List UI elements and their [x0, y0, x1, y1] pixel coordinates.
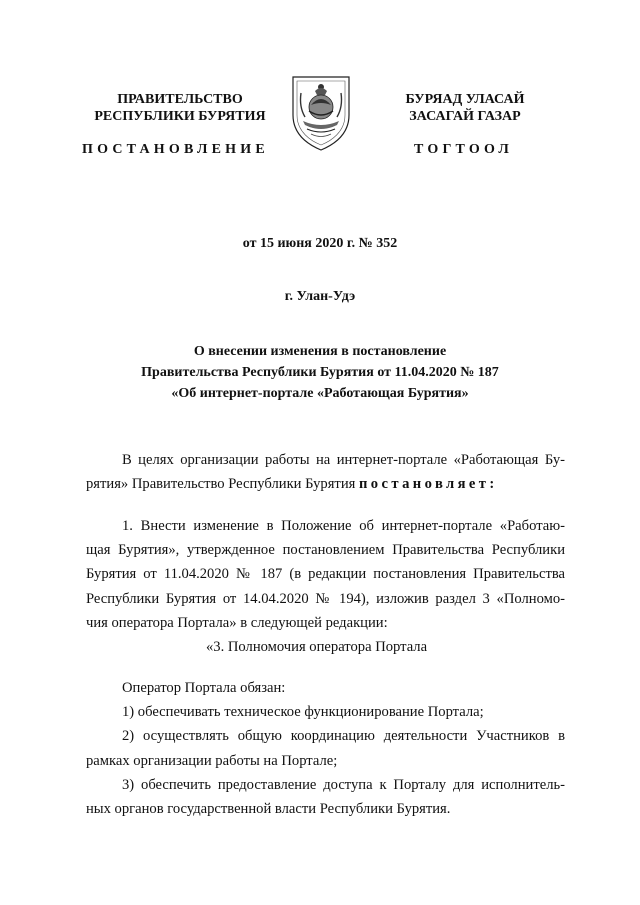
paragraph-operator-duties	[86, 676, 565, 821]
resolution-keyword: постановляет:	[358, 476, 498, 493]
section-heading: «3. Полномочия оператора Портала	[206, 638, 428, 655]
duty-item-3-line-2: ных органов государственной власти Республики Бурятия.	[86, 800, 451, 817]
header-right-line1: БУРЯАД УЛАСАЙ	[405, 92, 525, 107]
clause-1-line-1: 1. Внести изменение в Положение об интернет-портале «Работаю-	[122, 518, 565, 534]
coat-of-arms-emblem	[289, 71, 353, 153]
duty-item-1: 1) обеспечивать техническое функционирование Портала;	[122, 704, 484, 721]
header-left-org	[70, 91, 290, 125]
preamble-line-2	[86, 472, 565, 496]
duty-item-3-line-1: 3) обеспечить предоставление доступа к Порталу для исполнитель-	[122, 776, 565, 793]
title-line-1: О внесении изменения в постановление	[193, 344, 447, 359]
header-left-line1: ПРАВИТЕЛЬСТВО	[117, 92, 243, 107]
header-right-org	[360, 91, 570, 125]
header-left-line2: РЕСПУБЛИКИ БУРЯТИЯ	[94, 109, 266, 124]
header-left-doc-type: ПОСТАНОВЛЕНИЕ	[82, 142, 269, 157]
preamble-line-2-text: рятия» Правительство Республики Бурятия	[86, 476, 359, 493]
preamble-line-1: В целях организации работы на интернет-портале «Работающая Бу-	[122, 452, 565, 468]
document-date-number: от 15 июня 2020 г. № 352	[242, 236, 398, 251]
document-title	[0, 341, 640, 404]
paragraph-clause-1	[86, 514, 565, 659]
title-line-3: «Об интернет-портале «Работающая Бурятия»	[171, 386, 469, 401]
duties-intro: Оператор Портала обязан:	[122, 680, 286, 696]
header-right-doc-type: ТОГТООЛ	[414, 142, 514, 157]
duty-item-2-line-1: 2) осуществлять общую координацию деятельности Участников в	[122, 728, 565, 745]
paragraph-preamble	[86, 448, 565, 496]
clause-1-line-2: щая Бурятия», утвержденное постановлением Правительства Республики	[86, 542, 565, 559]
clause-1-line-4: Республики Бурятия от 14.04.2020 № 194), изложив раздел 3 «Полномо-	[86, 590, 565, 607]
header-right-line2: ЗАСАГАЙ ГАЗАР	[409, 109, 521, 124]
document-city: г. Улан-Удэ	[284, 289, 356, 304]
title-line-2: Правительства Республики Бурятия от 11.04.2020 № 187	[141, 365, 499, 380]
duty-item-2-line-2: рамках организации работы на Портале;	[86, 752, 338, 769]
clause-1-line-5: чия оператора Портала» в следующей редакции:	[86, 614, 388, 631]
clause-1-line-3: Бурятия от 11.04.2020 № 187 (в редакции постановления Правительства	[86, 566, 565, 583]
